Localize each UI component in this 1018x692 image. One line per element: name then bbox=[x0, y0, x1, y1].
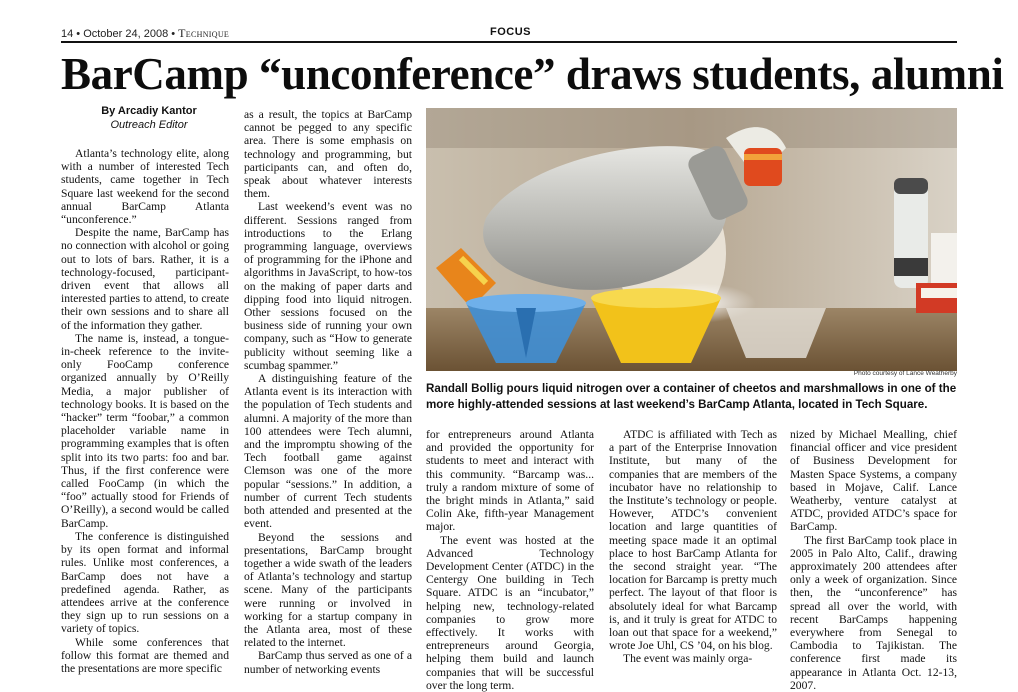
paragraph: ATDC is affiliated with Tech as a part of the Enterprise Innovation Institute, but many of the companies that are members of the incubator have no relationship to the Institute’s technology or people. However, ATDC’s convenient location and large quantities of meeting space made it an optimal place to host BarCamp Atlanta for the second straight year. “The location for Barcamp is pretty much perfect. The layout of that floor is absolutely ideal for what Barcamp is, and it truly is great for ATDC to loan out that space for a weekend,” wrote Joe Uhl, CS ’04, on his blog. bbox=[609, 428, 777, 653]
page-date: 14 • October 24, 2008 • bbox=[61, 28, 176, 40]
paragraph: The event was hosted at the Advanced Technology Development Center (ATDC) in the Centergy One building in Tech Square. ATDC is an “incubator,” helping new, technology-related companies to grow more effectively. It works with entrepreneurs around Georgia, helping them build and launch companies that will be successful over the long term. bbox=[426, 533, 594, 692]
section-label: FOCUS bbox=[490, 26, 531, 38]
article-column-1 bbox=[61, 147, 229, 682]
article-photo bbox=[426, 108, 957, 371]
article-column-3 bbox=[426, 428, 594, 692]
paragraph: While some conferences that follow this format are themed and the presentations are more specific bbox=[61, 635, 229, 675]
page-header-left bbox=[61, 26, 229, 41]
paragraph: Last weekend’s event was no different. Sessions ranged from introductions to the Erlang programming language, overviews of programming for the iPhone and algorithms in JavaScript, to how-tos on the making of paper darts and dipping food into liquid nitrogen. Other sessions focused on the business side of running your own company, such as “How to generate publicity without seeming like a scumbag spammer.” bbox=[244, 200, 412, 372]
paragraph: as a result, the topics at BarCamp cannot be pegged to any specific area. There is some emphasis on technology and programming, but participants can, and often do, speak about whatever interests them. bbox=[244, 108, 412, 201]
byline bbox=[61, 104, 237, 132]
paragraph: Beyond the sessions and presentations, BarCamp brought together a wide swath of the leaders of Atlanta’s technology and startup scene. Many of the participants were running or involved in working for a startup company in the Atlanta area, most of these related to the internet. bbox=[244, 530, 412, 650]
paragraph: nized by Michael Mealling, chief financial officer and vice president of Business Development for Masten Space Systems, a company based in Mojave, Calif. Lance Weatherby, venture catalyst at ATDC, provided ATDC’s space for BarCamp. bbox=[790, 428, 957, 534]
paragraph: BarCamp thus served as one of a number of networking events bbox=[244, 649, 412, 676]
photo-caption: Randall Bollig pours liquid nitrogen over a container of cheetos and marshmallows in one of the more highly-attended sessions at last weekend’s BarCamp Atlanta, located in Tech Square. bbox=[426, 382, 957, 411]
paragraph: The conference is distinguished by its open format and informal rules. Unlike most conferences, a BarCamp does not have a predefined agenda. Rather, as attendees arrive at the conference they sign up to run sessions on a variety of topics. bbox=[61, 529, 229, 636]
photo-credit: Photo courtesy of Lance Weatherby bbox=[853, 370, 957, 377]
byline-author: By Arcadiy Kantor bbox=[101, 105, 197, 117]
byline-role: Outreach Editor bbox=[110, 119, 188, 131]
paragraph: for entrepreneurs around Atlanta and provided the opportunity for students to meet and interact with this community. “Barcamp was... truly a random mixture of some of the bright minds in Atlanta,” said Colin Ake, fifth-year Management major. bbox=[426, 428, 594, 534]
paragraph: Atlanta’s technology elite, along with a number of interested Tech students, came together in Tech Square last weekend for the second annual BarCamp Atlanta “unconference.” bbox=[61, 147, 229, 227]
article-column-2 bbox=[244, 108, 412, 682]
publication-name: Technique bbox=[178, 26, 230, 40]
paragraph: Despite the name, BarCamp has no connection with alcohol or going out to lots of bars. Rather, it is a technology-focused, participant-driven event that allows all interested parties to attend, to create their own sessions and to share all of the information they gather. bbox=[61, 226, 229, 332]
article-column-4 bbox=[609, 428, 777, 682]
paragraph: A distinguishing feature of the Atlanta event is its interaction with the population of Tech students and alumni. A majority of the more than 100 attendees were Tech alumni, and the impromptu showing of the Tech football game against Clemson was one of the more popular “sessions.” In addition, a number of current Tech students both attended and presented at the event. bbox=[244, 372, 412, 531]
headline: BarCamp “unconference” draws students, alumni bbox=[61, 49, 1004, 99]
header-rule bbox=[61, 41, 957, 43]
paragraph: The event was mainly orga- bbox=[623, 652, 753, 666]
article-column-5 bbox=[790, 428, 957, 692]
paragraph: The first BarCamp took place in 2005 in Palo Alto, Calif., drawing approximately 200 attendees after only a week of organization. Since then, the “unconference” has spread all over the world, with recent BarCamps happening everywhere from Senegal to Cambodia to Tajikistan. The conference first made its appearance in Atlanta Oct. 12-13, 2007. bbox=[790, 533, 957, 692]
paragraph: The name is, instead, a tongue-in-cheek reference to the invite-only FooCamp conference organized annually by O’Reilly Media, a major publisher of technology books. It is based on the “hacker” term “foobar,” a common placeholder variable name in programming examples that is often split into its two parts: foo and bar. Thus, if the first conference were called FooCamp (in which the “foo” actually stood for Friends of O’Reilly), a second would be called BarCamp. bbox=[61, 331, 229, 530]
